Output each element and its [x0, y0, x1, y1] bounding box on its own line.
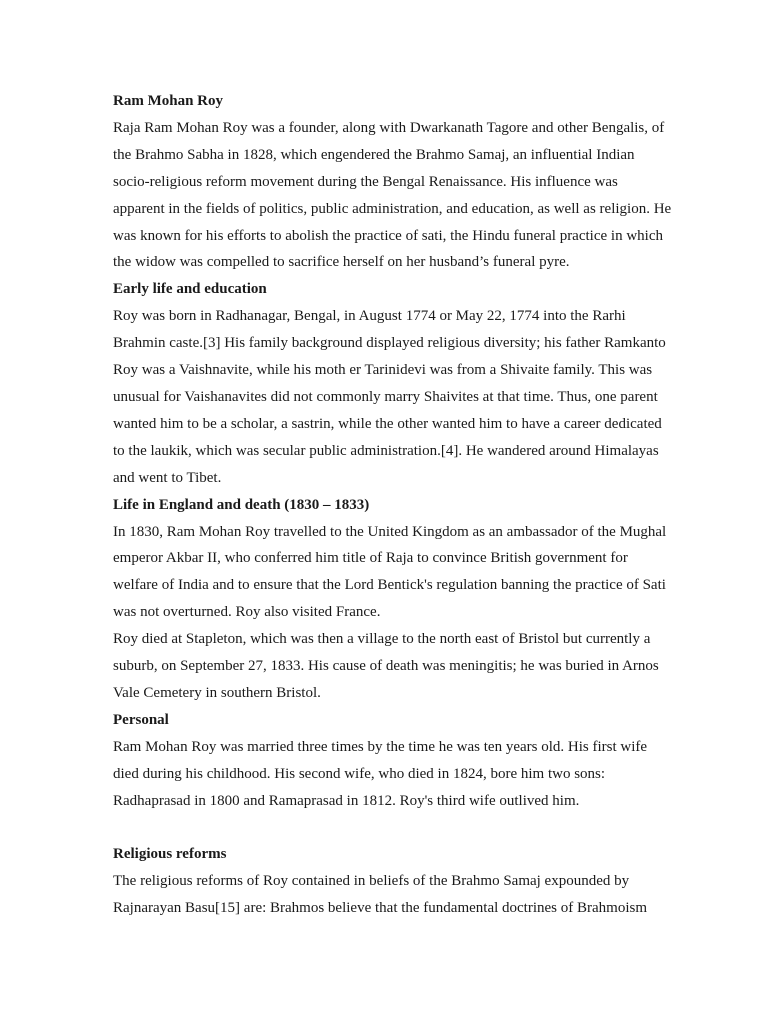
section-heading-personal: Personal — [113, 711, 169, 728]
paragraph-death: Roy died at Stapleton, which was then a village to the north east of Bristol but currently a suburb, on September 27, 1833. His cause of death was meningitis; he was buried in Arnos Vale Cemetery in southern Bristol. — [113, 631, 659, 701]
paragraph-intro: Raja Ram Mohan Roy was a founder, along with Dwarkanath Tagore and other Bengalis, of the Brahmo Sabha in 1828, which engendered the Brahmo Samaj, an influential Indian socio-religious reform movement during the Bengal Renaissance. His influence was apparent in the fields of politics, public administration, and education, as well as religion. He was known for his efforts to abolish the practice of sati, the Hindu funeral practice in which the widow was compelled to sacrifice herself on her husband’s funeral pyre. — [113, 119, 672, 271]
paragraph-early-life: Roy was born in Radhanagar, Bengal, in August 1774 or May 22, 1774 into the Rarhi Brahmin caste.[3] His family background displayed religious diversity; his father Ramkanto Roy was a Vaishnavite, while his moth er Tarinidevi was from a Shivaite family. This was unusual for Vaishanavites did not commonly marry Shaivites at that time. Thus, one parent wanted him to be a scholar, a sastrin, while the other wanted him to have a career dedicated to the laukik, which was secular public administration.[4]. He wandered around Himalayas and went to Tibet. — [113, 308, 666, 486]
document-page — [113, 88, 673, 922]
section-heading-ram-mohan-roy: Ram Mohan Roy — [113, 93, 224, 109]
paragraph-religious-reforms: The religious reforms of Roy contained in beliefs of the Brahmo Samaj expounded by Rajnarayan Basu[15] are: Brahmos believe that the fundamental doctrines of Brahmoism — [113, 873, 648, 917]
paragraph-travel-to-england: In 1830, Ram Mohan Roy travelled to the United Kingdom as an ambassador of the Mughal emperor Akbar II, who conferred him title of Raja to convince British government for welfare of India and to ensure that the Lord Bentick's regulation banning the practice of Sati was not overturned. Roy also visited France. — [113, 523, 667, 621]
blank-line — [113, 814, 673, 841]
section-heading-early-life: Early life and education — [113, 281, 267, 298]
section-heading-religious-reforms: Religious reforms — [113, 846, 227, 863]
section-heading-life-in-england: Life in England and death (1830 – 1833) — [113, 496, 370, 513]
paragraph-personal: Ram Mohan Roy was married three times by the time he was ten years old. His first wife died during his childhood. His second wife, who died in 1824, bore him two sons: Radhaprasad in 1800 and Ramaprasad in 1812. Roy's third wife outlived him. — [113, 738, 648, 809]
